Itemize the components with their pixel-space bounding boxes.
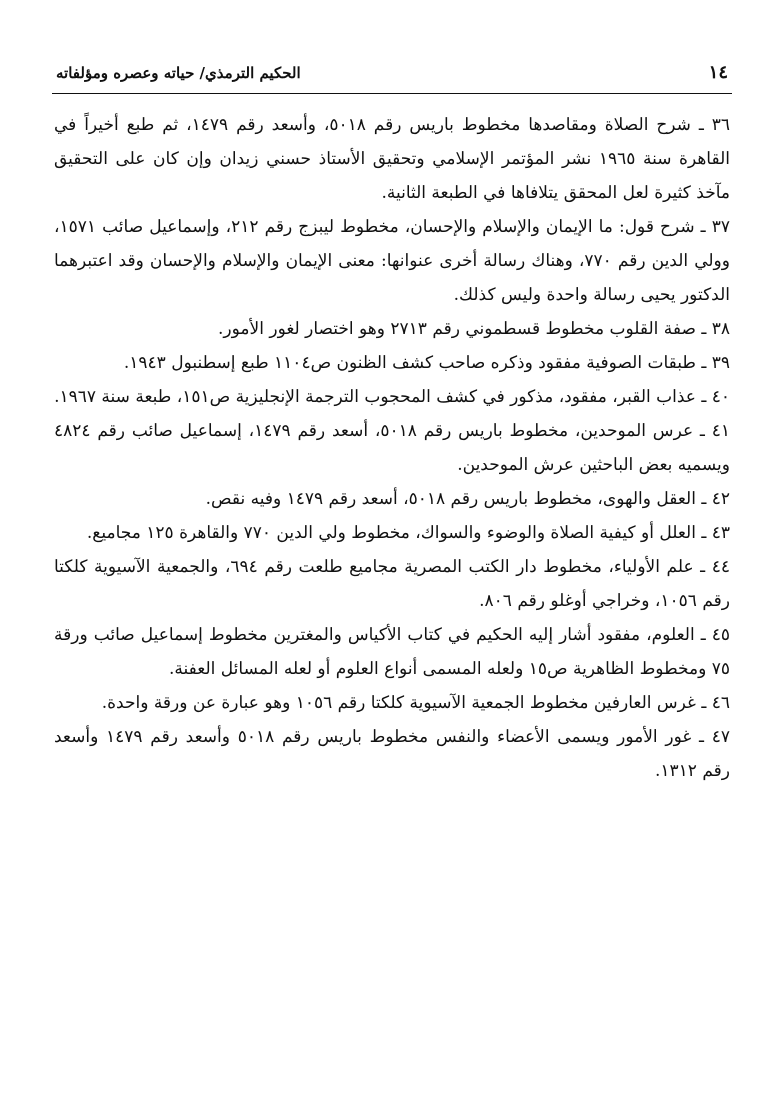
entry-47: ٤٧ ـ غور الأمور ويسمى الأعضاء والنفس مخطوط باريس رقم ٥٠١٨ وأسعد رقم ١٤٧٩ وأسعد رقم ١٣١٢.	[54, 727, 730, 781]
entry-39: ٣٩ ـ طبقات الصوفية مفقود وذكره صاحب كشف الظنون ص١١٠٤ طبع إسطنبول ١٩٤٣.	[123, 353, 730, 373]
entry-40: ٤٠ ـ عذاب القبر، مفقود، مذكور في كشف المحجوب الترجمة الإنجليزية ص١٥١، طبعة سنة ١٩٦٧.	[54, 387, 730, 407]
entry-44: ٤٤ ـ علم الأولياء، مخطوط دار الكتب المصرية مجاميع طلعت رقم ٦٩٤، والجمعية الآسيوية كلكتا رقم ١٠٥٦، وخراجي أوغلو رقم ٨٠٦.	[54, 557, 730, 611]
entry-37: ٣٧ ـ شرح قول: ما الإيمان والإسلام والإحسان، مخطوط ليبزج رقم ٢١٢، وإسماعيل صائب ١٥٧١، وولي الدين رقم ٧٧٠، وهناك رسالة أخرى عنوانها: معنى الإيمان والإسلام والإحسان وقد اعتبرهما الدكتور يحيى رسالة واحدة وليس كذلك.	[54, 217, 730, 305]
entry-38: ٣٨ ـ صفة القلوب مخطوط قسطموني رقم ٢٧١٣ وهو اختصار لغور الأمور.	[218, 319, 730, 339]
entry-36: ٣٦ ـ شرح الصلاة ومقاصدها مخطوط باريس رقم ٥٠١٨، وأسعد رقم ١٤٧٩، ثم طبع أخيراً في القاهرة سنة ١٩٦٥ نشر المؤتمر الإسلامي وتحقيق الأستاذ حسني زيدان وإن كان على التحقيق مآخذ كثيرة لعل المحقق يتلافاها في الطبعة الثانية.	[54, 115, 730, 203]
entry-42: ٤٢ ـ العقل والهوى، مخطوط باريس رقم ٥٠١٨، أسعد رقم ١٤٧٩ وفيه نقص.	[205, 489, 730, 509]
entry-45: ٤٥ ـ العلوم، مفقود أشار إليه الحكيم في كتاب الأكياس والمغترين مخطوط إسماعيل صائب ورقة ٧٥ ومخطوط الظاهرية ص١٥ ولعله المسمى أنواع العلوم أو لعله المسائل العفنة.	[54, 625, 730, 679]
bibliography-entries	[52, 108, 732, 788]
entry-46: ٤٦ ـ غرس العارفين مخطوط الجمعية الآسيوية كلكتا رقم ١٠٥٦ وهو عبارة عن ورقة واحدة.	[101, 693, 730, 713]
entry-43: ٤٣ ـ العلل أو كيفية الصلاة والوضوء والسواك، مخطوط ولي الدين ٧٧٠ والقاهرة ١٢٥ مجاميع.	[86, 523, 730, 543]
entry-41: ٤١ ـ عرس الموحدين، مخطوط باريس رقم ٥٠١٨، أسعد رقم ١٤٧٩، إسماعيل صائب رقم ٤٨٢٤ ويسميه بعض الباحثين عرش الموحدين.	[54, 421, 730, 475]
running-title: الحكيم الترمذي/ حياته وعصره ومؤلفاته	[56, 64, 301, 82]
page-number: ١٤	[708, 62, 728, 83]
book-page	[52, 62, 732, 1082]
running-head	[52, 62, 732, 94]
